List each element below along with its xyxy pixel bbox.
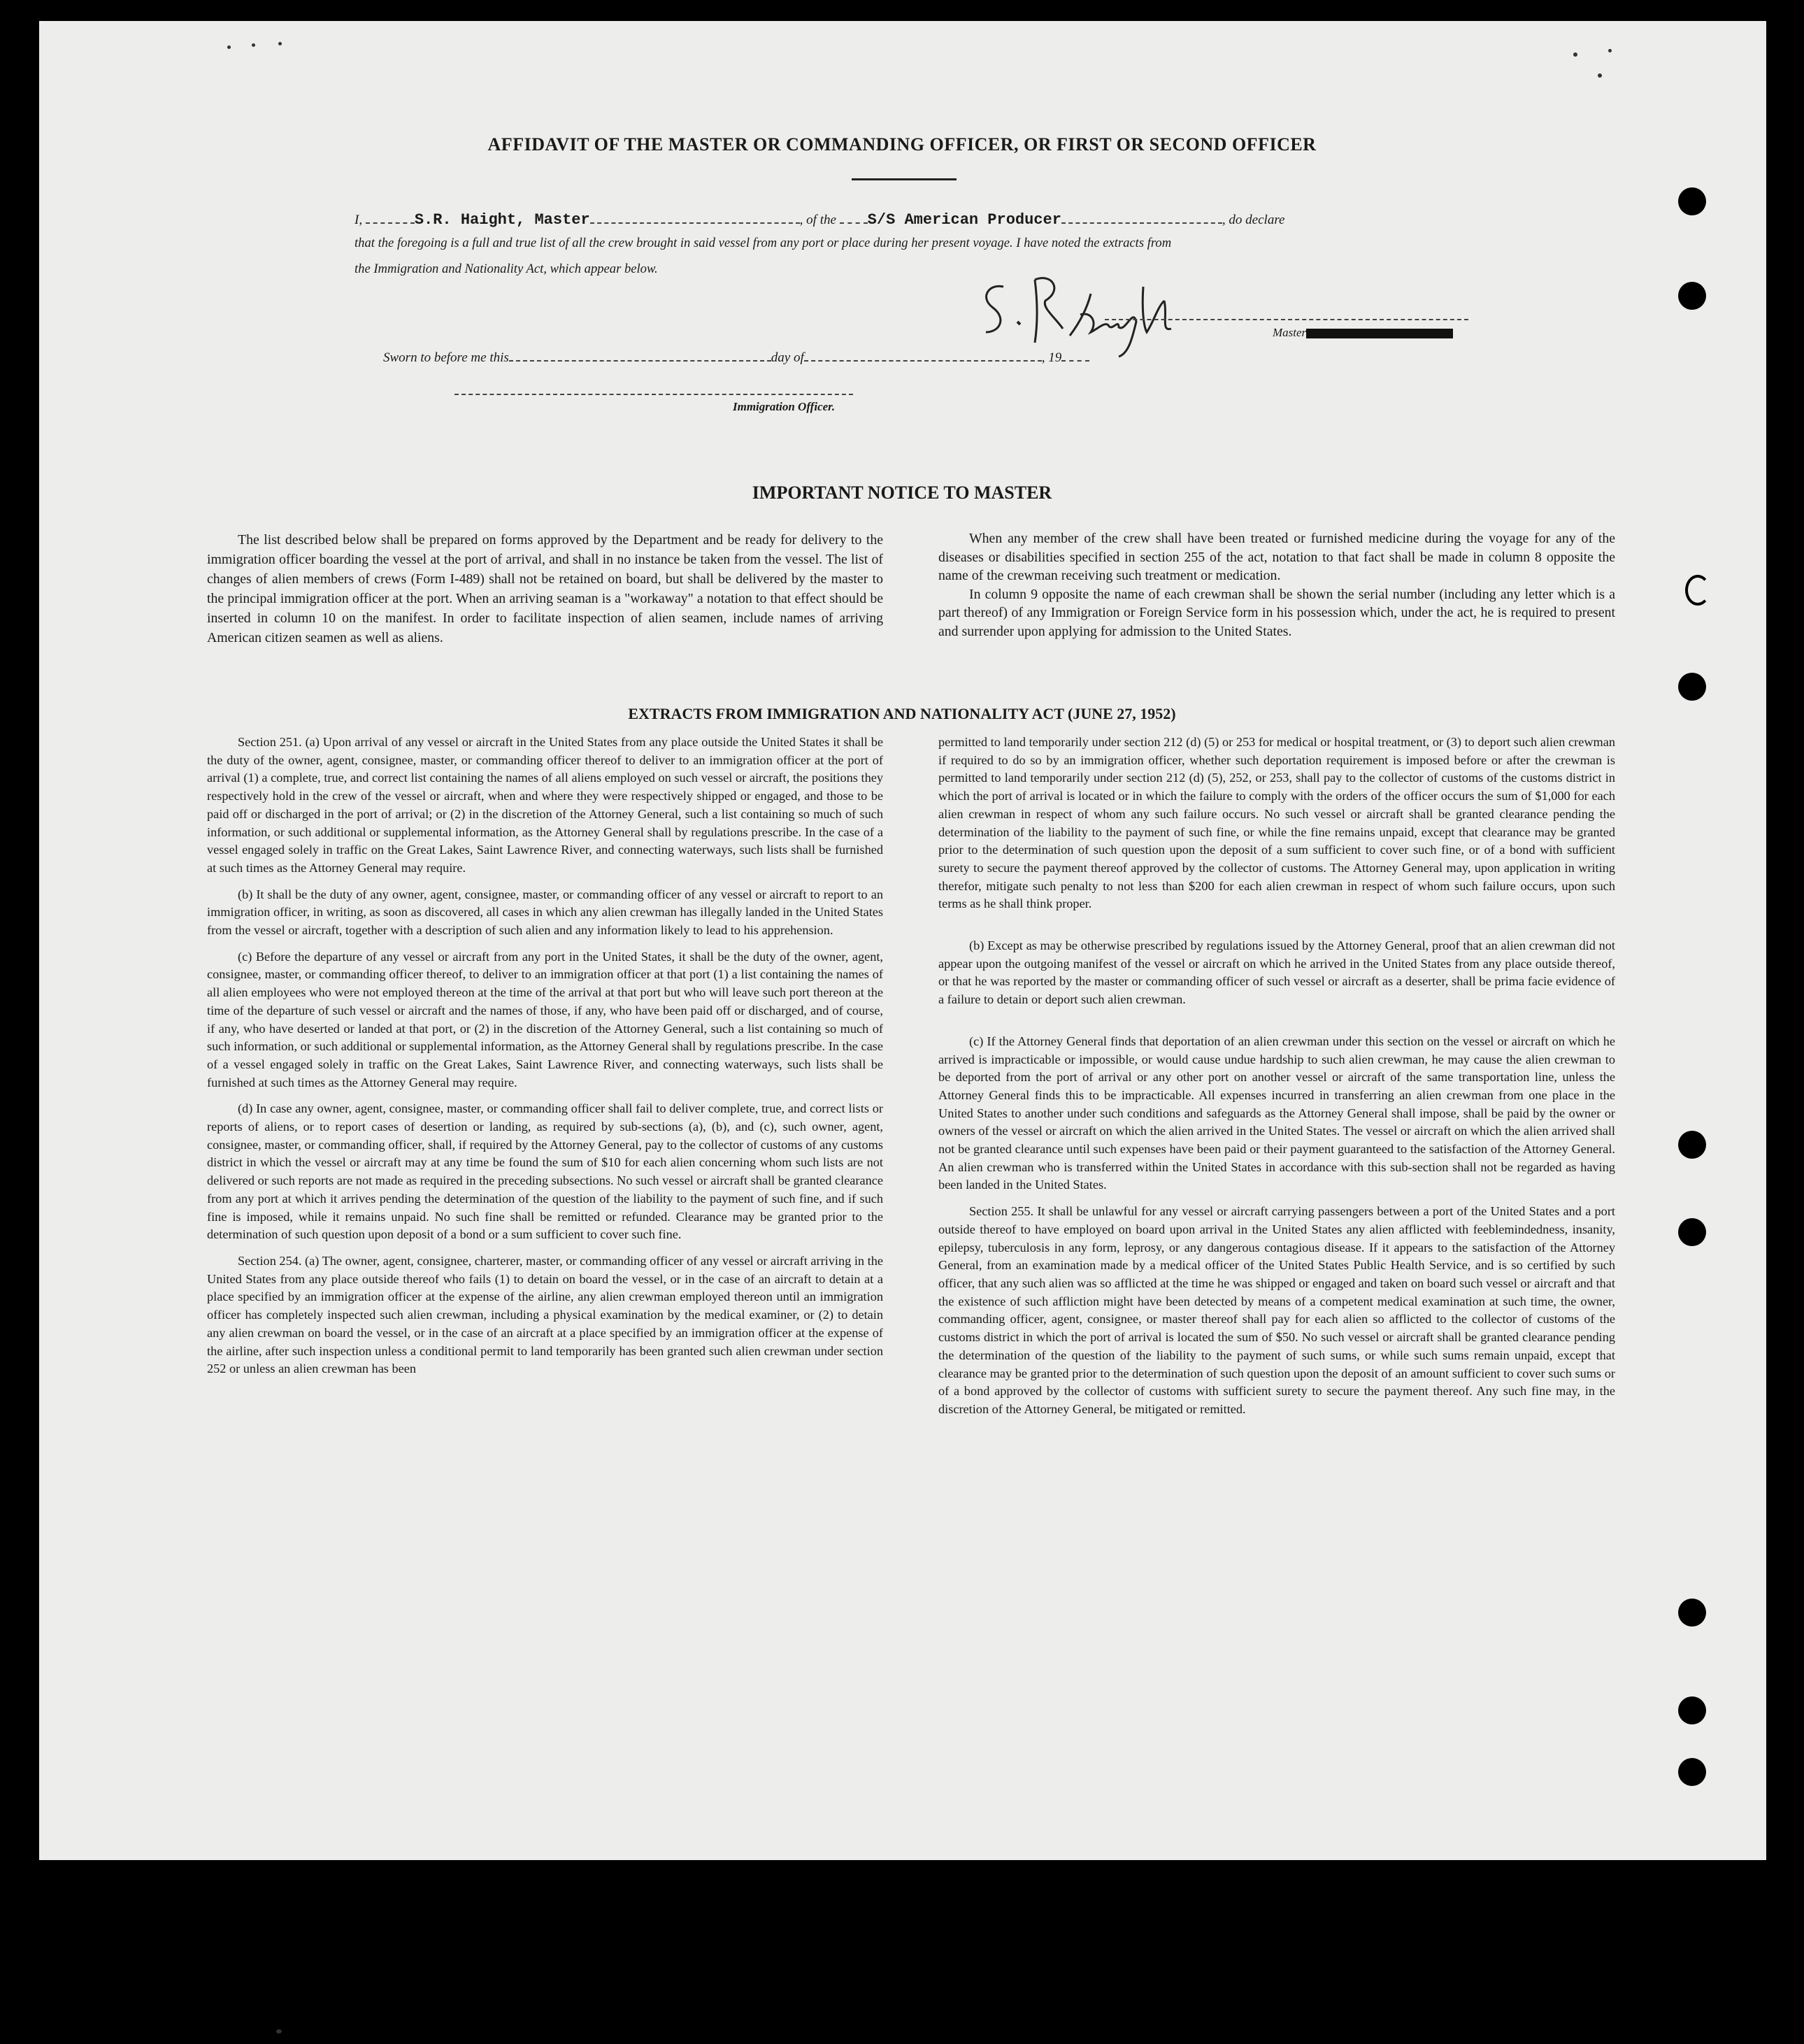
binder-hole [1678,1758,1706,1786]
notice-title: IMPORTANT NOTICE TO MASTER [752,483,1052,503]
immigration-officer-caption: Immigration Officer. [733,400,836,413]
binder-hole [1678,282,1706,310]
section-254-a: Section 254. (a) The owner, agent, consignee, charterer, master, or commanding officer of any vessel or aircraft arriving in the United States from any place outside thereof who fails (1) to detain on board the vessel, or in the case of an aircraft to detain at a place specified by an immigration officer at the expense of the airline, any alien crewman employed thereon until an immigration officer has completely inspected such alien crewman, including a physical examination by the medical examiner, or (2) to detain any alien crewman on board the vessel, or in the case of an aircraft at a place specified by an immigration officer at the expense of the airline, after such inspection unless a conditional permit to land temporarily has been granted such alien crewman under section 252 or unless an alien crewman has been [207,1253,883,1376]
fill-line [590,210,800,224]
master-caption-text: Master [1273,326,1307,339]
notice-left-text: The list described below shall be prepared on forms approved by the Department and be ready for delivery to the immigration officer boarding the vessel at the port of arrival, and shall in no instance be taken from the vessel. The list of changes of alien members of crews (Form I-489) shall not be retained on board, but shall be delivered by the master to the principal immigration officer at the port. When an arriving seaman is a "workaway" a notation to that effect should be inserted in column 10 on the manifest. In order to facilitate inspection of alien seamen, include names of arriving American citizen seamen as well as aliens. [207,532,883,645]
notice-right-column [938,529,1615,641]
master-signature-line [1105,319,1468,320]
fill-line [1061,210,1222,224]
declaration-line-2: that the foregoing is a full and true list of all the crew brought in said vessel from any port or place during her present voyage. I have noted the extracts from [355,236,1172,250]
scan-speck [1608,49,1612,52]
affidavit-title: AFFIDAVIT OF THE MASTER OR COMMANDING OFFICER, OR FIRST OR SECOND OFFICER [487,134,1317,155]
do-declare-label: , do declare [1222,213,1285,227]
section-254-c: (c) If the Attorney General finds that deportation of an alien crewman under this section on the vessel or aircraft on which he arrived is impracticable or impossible, or would cause undue hardship to such alien crewman, he may cause the alien crewman to be deported from the port of arrival or any other port on another vessel or aircraft of the same transportation line, unless the Attorney General finds this to be impracticable. All expenses incurred in transferring an alien crewman from one place in the United States to another under such conditions and safeguards as the Attorney General shall impose, shall be paid by the owner or owners of the vessel or aircraft on which the alien arrived in the United States. The vessel or aircraft on which the alien arrived shall not be granted clearance until such expenses have been paid or their payment guaranteed to the satisfaction of the Attorney General. An alien crewman who is transferred within the United States in accordance with this sub-section shall not be regarded as having been landed in the United States. [938,1034,1615,1192]
declaration-line-3: the Immigration and Nationality Act, which appear below. [355,262,658,276]
declaration-prefix: I, [355,213,363,227]
fill-line [840,210,868,224]
scan-speck [278,42,282,45]
section-254-a-cont: permitted to land temporarily under section 212 (d) (5) or 253 for medical or hospital treatment, or (3) to deport such alien crewman if required to do so by an immigration officer, whether such deportation requirement is imposed before or after the crewman is permitted to land temporarily under section 212 (d) (5), 252, or 253, shall pay to the collector of customs of the customs district in which the port of arrival is located or in which the failure to comply with the orders of the officer occurs the sum of $1,000 for each alien crewman in respect of whom any such failure occurs. No such vessel or aircraft shall be granted clearance pending the determination of the liability to the payment of such fine, or while the fine remains unpaid, except that clearance may be granted prior to the determination of such question upon the deposit of a sum sufficient to cover such fine, or of a bond with sufficient surety to secure the payment thereof approved by the collector of customs. The Attorney General may, upon application in writing therefor, mitigate such penalty to not less than $200 for each alien crewman in respect of whom such failure occurs, upon such terms as he shall think proper. [938,735,1615,911]
sworn-label: Sworn to before me this [383,350,509,365]
notice-right-para-1: When any member of the crew shall have been treated or furnished medicine during the voyage for any of the diseases or disabilities specified in section 255 of the act, notation to that fact shall be made in column 8 opposite the name of the crewman receiving such treatment or medication. [938,531,1615,583]
extracts-left-column [207,734,883,1378]
master-name: S.R. Haight, Master [414,211,590,229]
section-254-b: (b) Except as may be otherwise prescribed by regulations issued by the Attorney General, proof that an alien crewman did not appear upon the outgoing manifest of the vessel or aircraft on which he arrived in the United States from any place outside thereof, or that he was reported by the master or commanding officer of such vessel or aircraft as a deserter, shall be prima facie evidence of a failure to detain or deport such alien crewman. [938,938,1615,1007]
scan-speck [1598,73,1602,78]
scan-speck [1573,52,1577,57]
fill-line [366,210,415,224]
fill-line [804,348,1042,362]
binder-hole [1678,1131,1706,1159]
binder-hole [1678,1696,1706,1724]
binder-hole [1678,1599,1706,1627]
section-251-a: Section 251. (a) Upon arrival of any vessel or aircraft in the United States from any place outside the United States it shall be the duty of the owner, agent, consignee, master, or commanding officer thereof to deliver to an immigration officer at the port of arrival (1) a complete, true, and correct list containing the names of all aliens employed on such vessel or aircraft, the positions they respectively hold in the crew of the vessel or aircraft, when and where they were respectively shipped or engaged, and those to be paid off or discharged in the port of arrival; or (2) in the discretion of the Attorney General, such a list containing so much of such information, or such additional or supplemental information, as the Attorney General shall by regulations prescribe. In the case of a vessel engaged solely in traffic on the Great Lakes, Saint Lawrence River, and connecting waterways, such lists shall be furnished at such times as the Attorney General may require. [207,735,883,875]
fill-line [1061,348,1089,362]
master-caption [1273,326,1453,340]
year-label: , 19 [1041,350,1062,365]
binder-hole-partial [1685,575,1710,606]
fill-line [509,348,771,362]
title-rule [852,178,957,180]
binder-hole [1678,673,1706,701]
day-of-label: day of [771,350,804,365]
scan-speck [252,43,255,47]
declaration-line-1 [355,210,1284,229]
redaction-mark [1306,329,1453,338]
section-251-b: (b) It shall be the duty of any owner, agent, consignee, master, or commanding officer of any vessel or aircraft to report to an immigration officer, in writing, as soon as discovered, all cases in which any alien crewman has illegally landed in the United States from the vessel or aircraft, together with a description of such alien and any information likely to lead to his apprehension. [207,887,883,938]
scan-speck [276,2029,282,2034]
sworn-line [383,348,1089,366]
section-255: Section 255. It shall be unlawful for any vessel or aircraft carrying passengers between a port of the United States and a port outside thereof to have employed on board upon arrival in the United States any alien afflicted with feeblemindedness, insanity, epilepsy, tuberculosis in any form, leprosy, or any dangerous contagious disease. If it appears to the satisfaction of the Attorney General, from an examination made by a medical officer of the United States Public Health Service, and is so certified by such officer, that any such alien was so afflicted at the time he was shipped or engaged and taken on board such vessel or aircraft and that the existence of such affliction might have been detected by means of a competent medical examination at such time, the owner, commanding officer, agent, consignee, or master thereof shall pay for each alien so afflicted to the collector of customs of the customs district in which the port of arrival is located the sum of $50. No such vessel or aircraft shall be granted clearance pending the determination of the question of the liability to the payment of such sums, or while such sums remain unpaid, except that clearance may be granted prior to the determination of such question upon the deposit of an amount sufficient to cover such sums or of a bond approved by the collector of customs with sufficient surety to secure the payment thereof. Any such fine may, in the discretion of the Attorney General, be mitigated or remitted. [938,1204,1615,1416]
of-the-label: , of the [799,213,836,227]
notice-right-para-2: In column 9 opposite the name of each crewman shall be shown the serial number (including any letter which is a part thereof) of any Immigration or Foreign Service form in his possession which, under the act, he is required to present and surrender upon applying for admission to the United States. [938,586,1615,639]
section-251-c: (c) Before the departure of any vessel or aircraft from any port in the United States, it shall be the duty of the owner, agent, consignee, master, or commanding officer thereof, to deliver to an immigration officer at that port (1) a list containing the names of all alien employees who were not employed thereon at the time of the arrival at that port but who will leave such port thereon at the time of the departure of such vessel or aircraft and the names of those, if any, who have been paid off or discharged, and of course, if any, who have deserted or landed at that port, or (2) in the discretion of the Attorney General, such a list containing so much of such information, or such additional or supplemental information, as the Attorney General shall by regulations prescribe. In the case of a vessel engaged solely in traffic on the Great Lakes, Saint Lawrence River, and connecting waterways, such lists shall be furnished at such times as the Attorney General may require. [207,949,883,1089]
section-251-d: (d) In case any owner, agent, consignee, master, or commanding officer shall fail to deliver complete, true, and correct lists or reports of aliens, or to report cases of desertion or landing, as required by sub-sections (a), (b), and (c), such owner, agent, consignee, master, or commanding officer, shall, if required by the Attorney General, pay to the collector of customs of any customs district in which the vessel or aircraft may at any time be found the sum of $10 for each alien concerning whom such lists are not delivered or such reports are not made as required in the preceding subsections. No such vessel or aircraft shall be granted clearance from any port at which it arrives pending the determination of the question of the liability to the payment of such fine, and if such fine is imposed, while it remains unpaid. No such fine shall be remitted or refunded. Clearance may be granted prior to the determination of such question upon deposit of a bond or a sum sufficient to cover such fine. [207,1101,883,1242]
extracts-title: EXTRACTS FROM IMMIGRATION AND NATIONALITY ACT (JUNE 27, 1952) [628,705,1176,722]
vessel-name: S/S American Producer [867,211,1061,229]
extracts-right-column [938,734,1615,1419]
immigration-officer-line [454,394,853,395]
binder-hole [1678,187,1706,215]
notice-left-column [207,530,883,648]
scan-speck [227,45,231,49]
binder-hole [1678,1218,1706,1246]
